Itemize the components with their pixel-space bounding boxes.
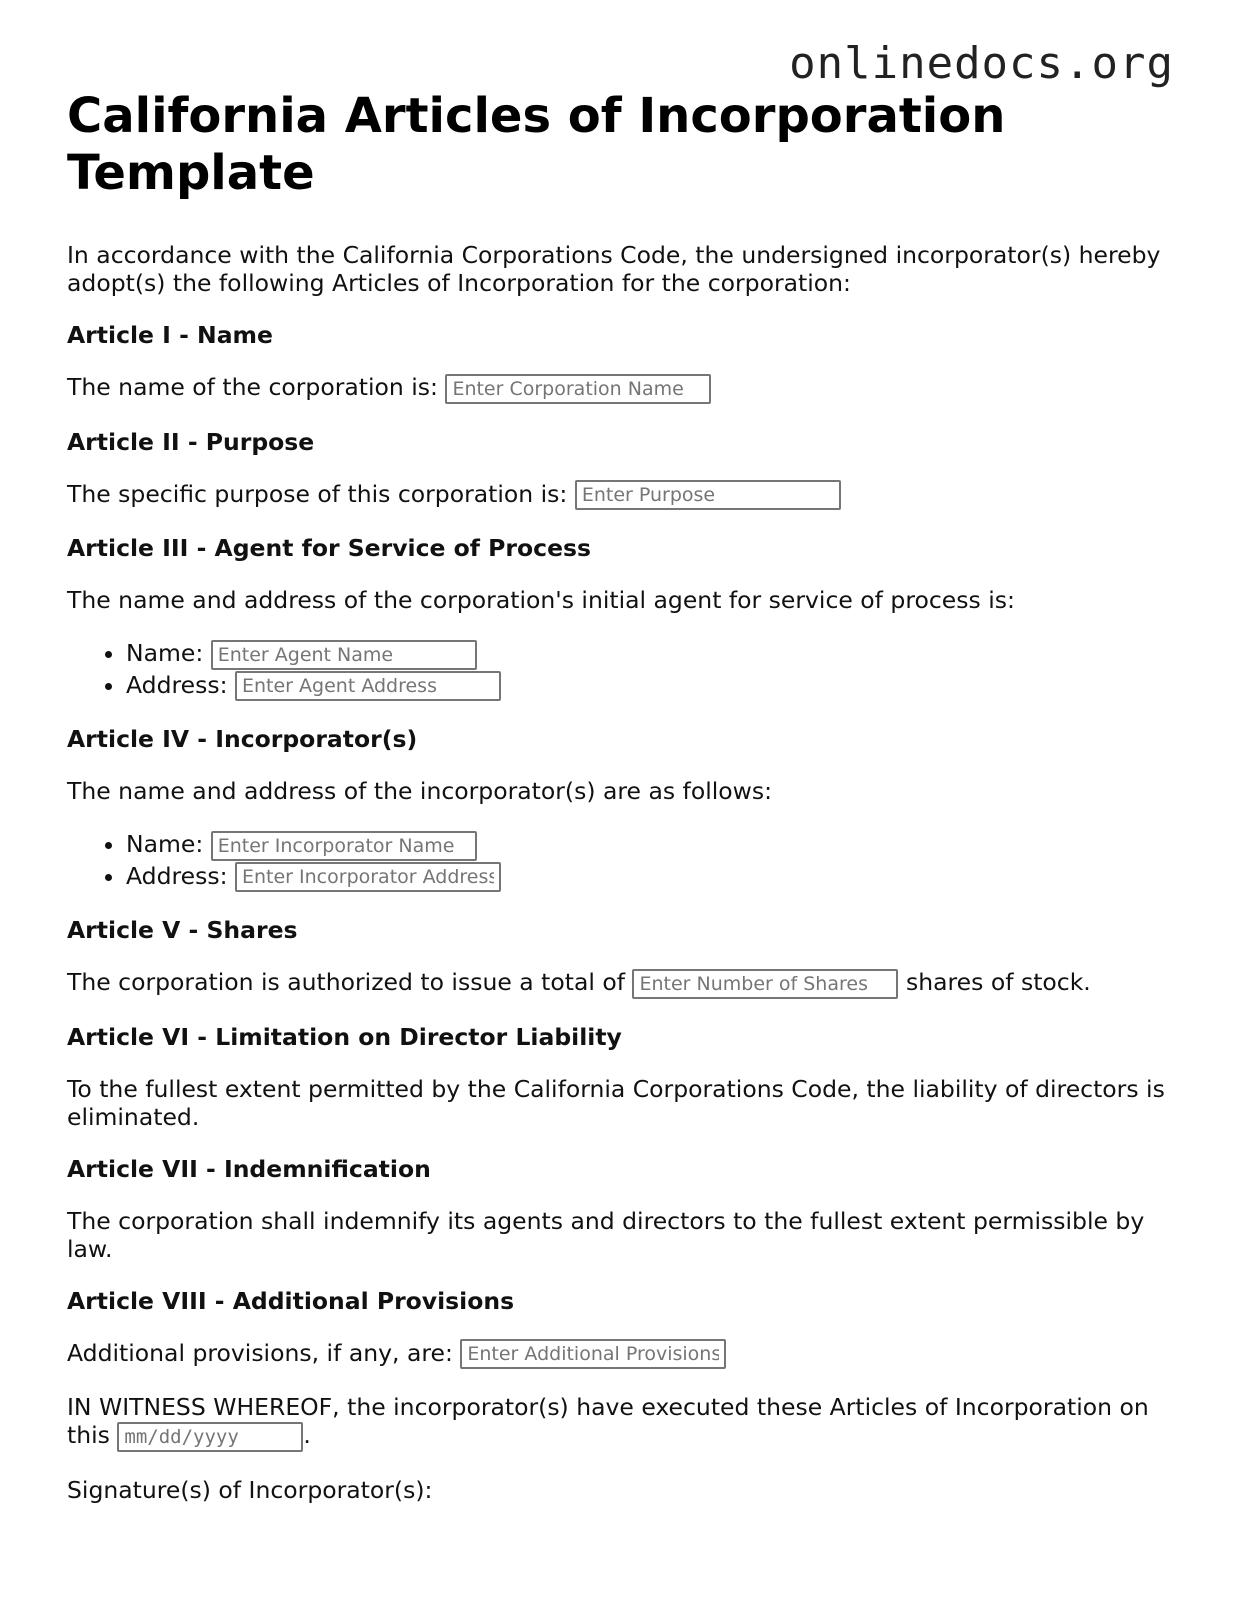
witness-line (67, 1393, 1167, 1452)
articles-form (67, 88, 1167, 1504)
additional-provisions-input[interactable] (460, 1339, 726, 1369)
article-8-line (67, 1339, 1167, 1370)
article-5-heading: Article V - Shares (67, 916, 298, 944)
agent-list (67, 638, 1167, 701)
incorporator-address-input[interactable] (235, 862, 501, 892)
signature-label: Signature(s) of Incorporator(s): (67, 1475, 433, 1504)
page-title: California Articles of Incorporation Template (67, 88, 1006, 201)
article-6-text: To the fullest extent permitted by the California Corporations Code, the liability of directors is eliminated. (67, 1074, 1165, 1131)
number-of-shares-input[interactable] (632, 969, 898, 999)
article-1-text: The name of the corporation is: (67, 373, 438, 401)
article-4-text: The name and address of the incorporator(s) are as follows: (67, 777, 773, 805)
site-watermark: onlinedocs.org (789, 38, 1174, 89)
article-2-heading: Article II - Purpose (67, 427, 315, 456)
article-3-text: The name and address of the corporation's initial agent for service of process is: (67, 586, 1015, 614)
incorporator-name-input[interactable] (211, 831, 477, 861)
witness-period: . (303, 1421, 311, 1449)
article-7-heading: Article VII - Indemnification (67, 1154, 431, 1183)
incorporator-name-label: Name: (126, 830, 204, 858)
agent-name-label: Name: (126, 639, 204, 667)
agent-address-label: Address: (126, 670, 228, 699)
incorporator-list (67, 829, 1167, 892)
purpose-input[interactable] (575, 480, 841, 510)
article-8-text: Additional provisions, if any, are: (67, 1338, 453, 1367)
execution-date-input[interactable] (117, 1422, 303, 1452)
article-5-text-before: The corporation is authorized to issue a total of (67, 968, 625, 996)
agent-name-input[interactable] (211, 640, 477, 670)
article-4-heading: Article IV - Incorporator(s) (67, 725, 418, 753)
incorporator-name-item (126, 829, 1167, 861)
article-1-line (67, 373, 1167, 404)
article-2-line (67, 480, 1167, 511)
article-3-heading: Article III - Agent for Service of Process (67, 534, 591, 562)
article-8-heading: Article VIII - Additional Provisions (67, 1286, 515, 1315)
agent-address-input[interactable] (235, 671, 501, 701)
incorporator-address-label: Address: (126, 861, 228, 890)
incorporator-address-item (126, 861, 1167, 893)
article-5-text-after: shares of stock. (905, 968, 1091, 996)
agent-name-item (126, 638, 1167, 670)
article-6-heading: Article VI - Limitation on Director Liability (67, 1022, 622, 1051)
agent-address-item (126, 670, 1167, 702)
article-7-text: The corporation shall indemnify its agents and directors to the fullest extent permissible by law. (67, 1206, 1145, 1263)
witness-text: IN WITNESS WHEREOF, the incorporator(s) have executed these Articles of Incorporation on this (67, 1393, 1149, 1449)
article-5-line (67, 968, 1167, 999)
article-2-text: The specific purpose of this corporation is: (67, 479, 568, 508)
article-1-heading: Article I - Name (67, 321, 273, 349)
corporation-name-input[interactable] (445, 374, 711, 404)
intro-paragraph: In accordance with the California Corporations Code, the undersigned incorporator(s) hereby adopt(s) the following Articles of Incorporation for the corporation: (67, 241, 1161, 297)
